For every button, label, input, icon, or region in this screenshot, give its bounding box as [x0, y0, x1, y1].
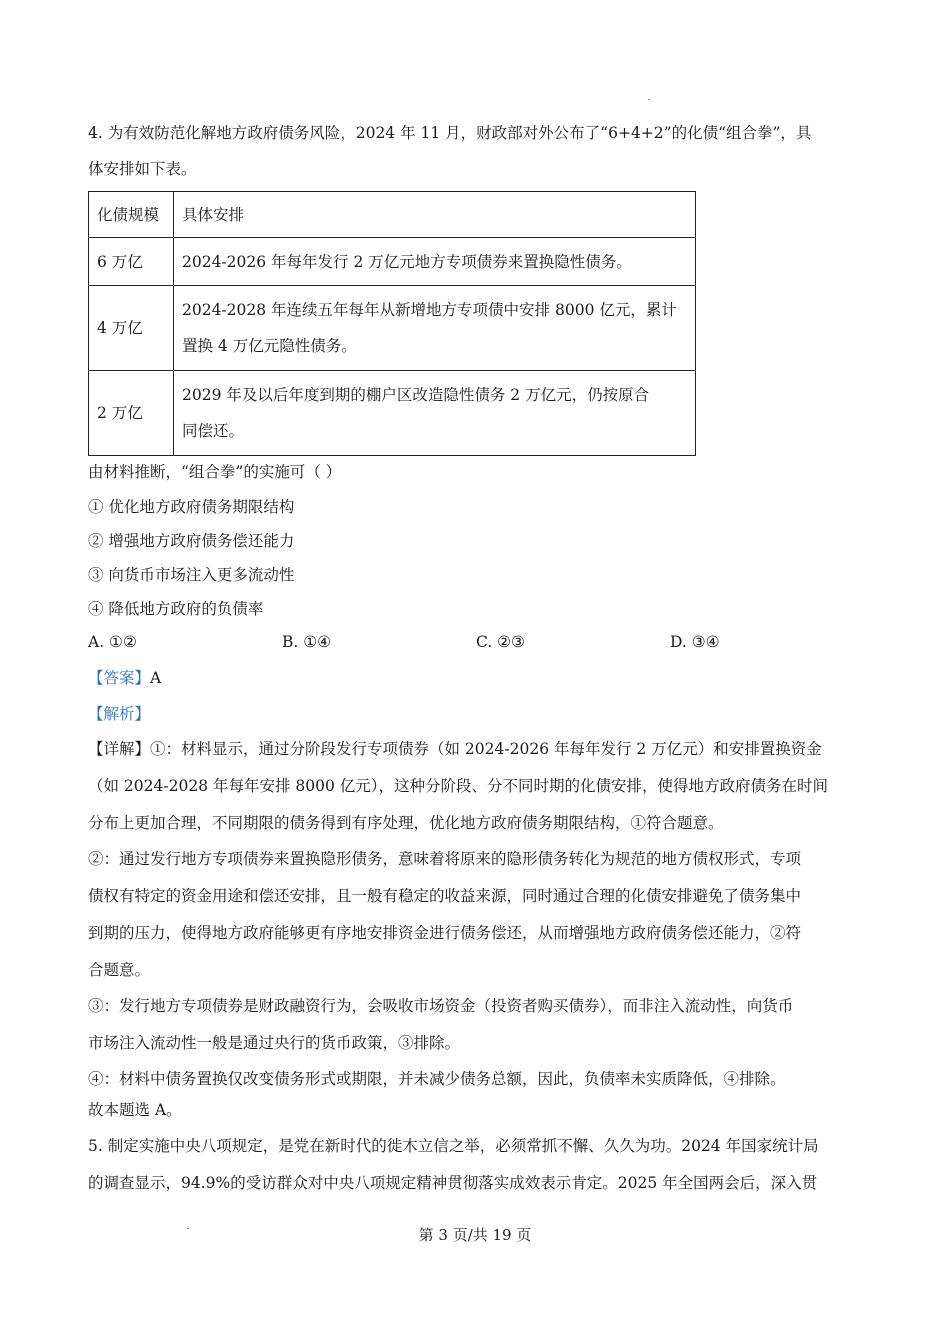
debt-plan-table	[88, 191, 696, 456]
row-plan-line: 2024-2028 年连续五年每年从新增地方专项债中安排 8000 亿元，累计	[182, 301, 677, 319]
row-plan-line: 置换 4 万亿元隐性债务。	[182, 337, 357, 355]
explain-line: 债权有特定的资金用途和偿还安排，且一般有稳定的收益来源，同时通过合理的化债安排避免了债务集中	[88, 887, 802, 905]
explain-line: 【详解】①：材料显示，通过分阶段发行专项债券（如 2024-2026 年每年发行 2 万亿元）和安排置换资金	[88, 740, 822, 758]
page-footer: 第 3 页/共 19 页	[418, 1226, 532, 1244]
row-plan	[174, 286, 696, 371]
option-d: D. ③④	[670, 633, 720, 651]
option-a: A. ①②	[88, 633, 137, 651]
option-c: C. ②③	[476, 633, 525, 651]
row-plan-line: 2029 年及以后年度到期的棚户区改造隐性债务 2 万亿元，仍按原合	[182, 386, 650, 404]
scan-speck	[648, 99, 650, 100]
header-scale: 化债规模	[89, 192, 174, 238]
q4-stem-line-1: 4. 为有效防范化解地方政府债务风险，2024 年 11 月，财政部对外公布了“6+4+2”的化债“组合拳”，具	[88, 124, 812, 142]
explain-line: 分布上更加合理，不同期限的债务得到有序处理，优化地方政府债务期限结构，①符合题意。	[88, 814, 724, 832]
explain-line: 合题意。	[88, 961, 151, 979]
statement-3: ③ 向货币市场注入更多流动性	[88, 566, 295, 584]
option-b: B. ①④	[282, 633, 332, 651]
explain-line: 市场注入流动性一般是通过央行的货币政策，③排除。	[88, 1034, 461, 1052]
q4-stem-line-2: 体安排如下表。	[88, 160, 197, 178]
table-row	[89, 238, 696, 286]
row-plan	[174, 371, 696, 456]
table-row	[89, 371, 696, 456]
table-row	[89, 286, 696, 371]
row-plan-line: 2024-2026 年每年发行 2 万亿元地方专项债券来置换隐性债务。	[182, 252, 632, 271]
header-plan: 具体安排	[174, 192, 696, 238]
explain-line: ②：通过发行地方专项债券来置换隐形债务，意味着将原来的隐形债务转化为规范的地方债权形式，专项	[88, 850, 802, 868]
answer-value: A	[150, 669, 162, 687]
q4-question: 由材料推断，“组合拳”的实施可（ ）	[88, 463, 342, 481]
explain-line: ④：材料中债务置换仅改变债务形式或期限，并未减少债务总额，因此，负债率未实质降低，④排除。	[88, 1070, 786, 1088]
explain-line: 到期的压力，使得地方政府能够更有序地安排资金进行债务偿还，从而增强地方政府债务偿还能力，②符	[88, 924, 802, 942]
explain-line: ③：发行地方专项债券是财政融资行为，会吸收市场资金（投资者购买债券），而非注入流动性，向货币	[88, 997, 794, 1015]
q5-stem-line-2: 的调查显示，94.9%的受访群众对中央八项规定精神贯彻落实成效表示肯定。2025 年全国两会后，深入贯	[88, 1174, 818, 1192]
explain-line: 故本题选 A。	[88, 1101, 182, 1119]
statement-1: ① 优化地方政府债务期限结构	[88, 498, 295, 516]
row-scale: 4 万亿	[89, 286, 174, 371]
statement-2: ② 增强地方政府债务偿还能力	[88, 532, 295, 550]
answer-line	[88, 668, 161, 688]
explain-line: （如 2024-2028 年每年安排 8000 亿元），这种分阶段、分不同时期的化债安排，使得地方政府债务在时间	[88, 777, 829, 795]
row-scale: 2 万亿	[89, 371, 174, 456]
row-scale: 6 万亿	[89, 238, 174, 286]
row-plan-line: 同偿还。	[182, 422, 245, 440]
table-header-row	[89, 192, 696, 238]
statement-4: ④ 降低地方政府的负债率	[88, 600, 264, 618]
q5-stem-line-1: 5. 制定实施中央八项规定，是党在新时代的徙木立信之举，必须常抓不懈、久久为功。2024 年国家统计局	[88, 1137, 819, 1155]
answer-tag: 【答案】	[88, 669, 151, 687]
row-plan	[174, 238, 696, 286]
analysis-tag: 【解析】	[88, 705, 151, 723]
